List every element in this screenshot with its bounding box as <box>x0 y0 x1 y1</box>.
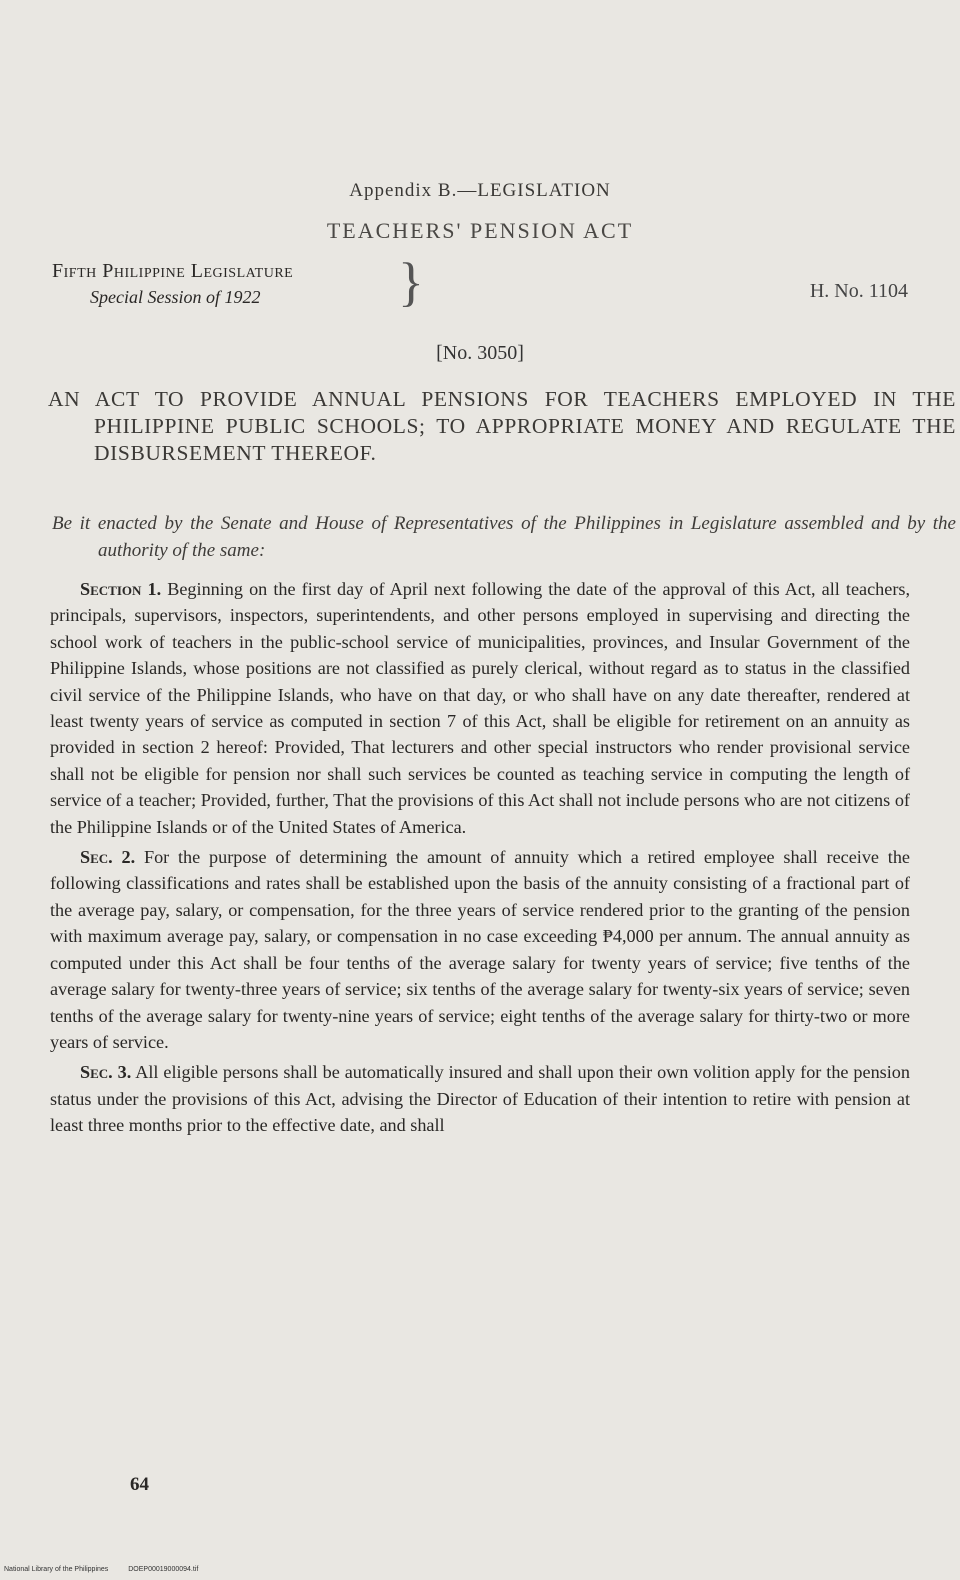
section-text: Beginning on the first day of April next following the date of the approval of this Act, all teachers, principals, supervisors, inspectors, superintendents, and other persons employed in supervising and directing the school work of teachers in the public-school service of municipalities, provinces, and Insular Government of the Philippine Islands, whose positions are not classified as purely clerical, without regard as to status in the classified civil service of the Philippine Islands, who have on that day, or who shall have on any date thereafter, rendered at least twenty years of service as computed in section 7 of this Act, shall be eligible for retirement on an annuity as provided in section 2 hereof: Provided, That lecturers and other special instructors who render provisional service shall not be eligible for pension nor shall such services be counted as teaching service in computing the length of service of a teacher; Provided, further, That the provisions of this Act shall not include persons who are not citizens of the Philippine Islands or of the United States of America. <box>50 579 911 837</box>
legislature-name: Fifth Philippine Legislature <box>52 260 294 282</box>
legislature-block <box>52 260 412 308</box>
section-label: Sec. 2. <box>80 847 136 868</box>
section-2 <box>50 844 910 1055</box>
act-title: TEACHERS' PENSION ACT <box>326 218 634 243</box>
footer-source: National Library of the Philippines <box>4 1566 109 1573</box>
section-text: All eligible persons shall be automatically insured and shall upon their own volition apply for the pension status under the provisions of this Act, advising the Director of Education of their intention to retire with pension at least three months prior to the effective date, and shall <box>50 1062 910 1136</box>
enacting-clause: Be it enacted by the Senate and House of Representatives of the Philippines in Legislature assembled and by the authority of the same: <box>52 513 956 561</box>
section-label: Section 1. <box>80 579 162 599</box>
section-1 <box>50 576 910 840</box>
brace-icon: } <box>398 252 424 312</box>
section-3 <box>50 1059 910 1138</box>
house-number: H. No. 1104 <box>809 280 908 302</box>
appendix-title: Appendix B.—LEGISLATION <box>349 180 611 201</box>
act-heading: AN ACT TO PROVIDE ANNUAL PENSIONS FOR TEACHERS EMPLOYED IN THE PHILIPPINE PUBLIC SCHOOLS; TO APPROPRIATE MONEY AND REGULATE THE DISBURSEMENT THEREOF. <box>48 387 956 465</box>
page-number: 64 <box>130 1474 149 1495</box>
act-number: [No. 3050] <box>436 342 524 364</box>
footer <box>4 1566 216 1573</box>
session-name: Special Session of 1922 <box>90 287 261 307</box>
act-body <box>50 576 910 1143</box>
footer-code: DOEP00019000094.tif <box>128 1566 199 1573</box>
section-text: For the purpose of determining the amount of annuity which a retired employee shall receive the following classifications and rates shall be established upon the basis of the annuity consisting of a fractional part of the average pay, salary, or compensation, for the three years of service rendered prior to the granting of the pension with maximum average pay, salary, or compensation in no case exceeding ₱4,000 per annum. The annual annuity as computed under this Act shall be four tenths of the average salary for twenty years of service; five tenths of the average salary for twenty-three years of service; six tenths of the average salary for twenty-six years of service; seven tenths of the average salary for twenty-nine years of service; eight tenths of the average salary for thirty-two or more years of service. <box>50 847 911 1052</box>
section-label: Sec. 3. <box>80 1062 132 1083</box>
